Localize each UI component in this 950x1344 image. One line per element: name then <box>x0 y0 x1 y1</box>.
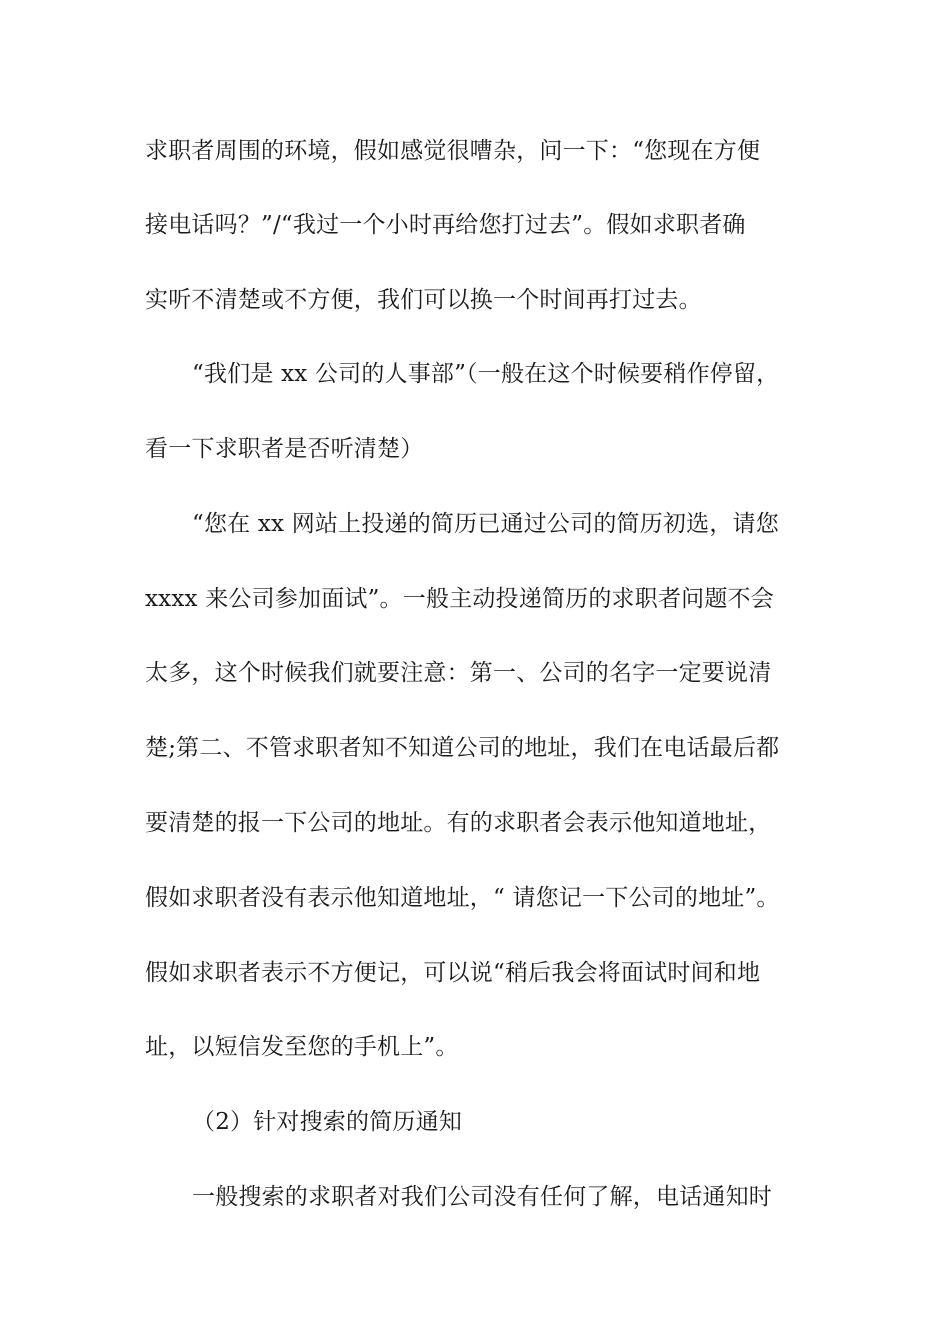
text-line-3: 实听不清楚或不方便，我们可以换一个时间再打过去。 <box>145 287 702 313</box>
text-line-8: 太多，这个时候我们就要注意：第一、公司的名字一定要说清 <box>145 660 772 686</box>
text-line-1: 求职者周围的环境，假如感觉很嘈杂，问一下：“您现在方便 <box>145 138 761 164</box>
section-heading: （2）针对搜索的简历通知 <box>192 1109 463 1135</box>
text-line-13: 址，以短信发至您的手机上”。 <box>145 1034 459 1060</box>
text-line-15: 一般搜索的求职者对我们公司没有任何了解，电话通知时 <box>192 1184 772 1210</box>
text-line-11: 假如求职者没有表示他知道地址，“ 请您记一下公司的地址”。 <box>145 885 780 911</box>
text-line-6: “您在 xx 网站上投递的简历已通过公司的简历初选，请您 <box>192 511 779 537</box>
text-line-2: 接电话吗？”/“我过一个小时再给您打过去”。假如求职者确 <box>145 212 746 238</box>
text-line-4: “我们是 xx 公司的人事部”（一般在这个时候要稍作停留， <box>192 361 780 387</box>
text-line-9: 楚;第二、不管求职者知不知道公司的地址，我们在电话最后都 <box>145 735 780 761</box>
text-line-5: 看一下求职者是否听清楚） <box>145 436 424 462</box>
text-line-12: 假如求职者表示不方便记，可以说“稍后我会将面试时间和地 <box>145 960 761 986</box>
text-line-7: xxxx 来公司参加面试”。一般主动投递简历的求职者问题不会 <box>145 586 774 612</box>
text-line-10: 要清楚的报一下公司的地址。有的求职者会表示他知道地址， <box>145 810 772 836</box>
